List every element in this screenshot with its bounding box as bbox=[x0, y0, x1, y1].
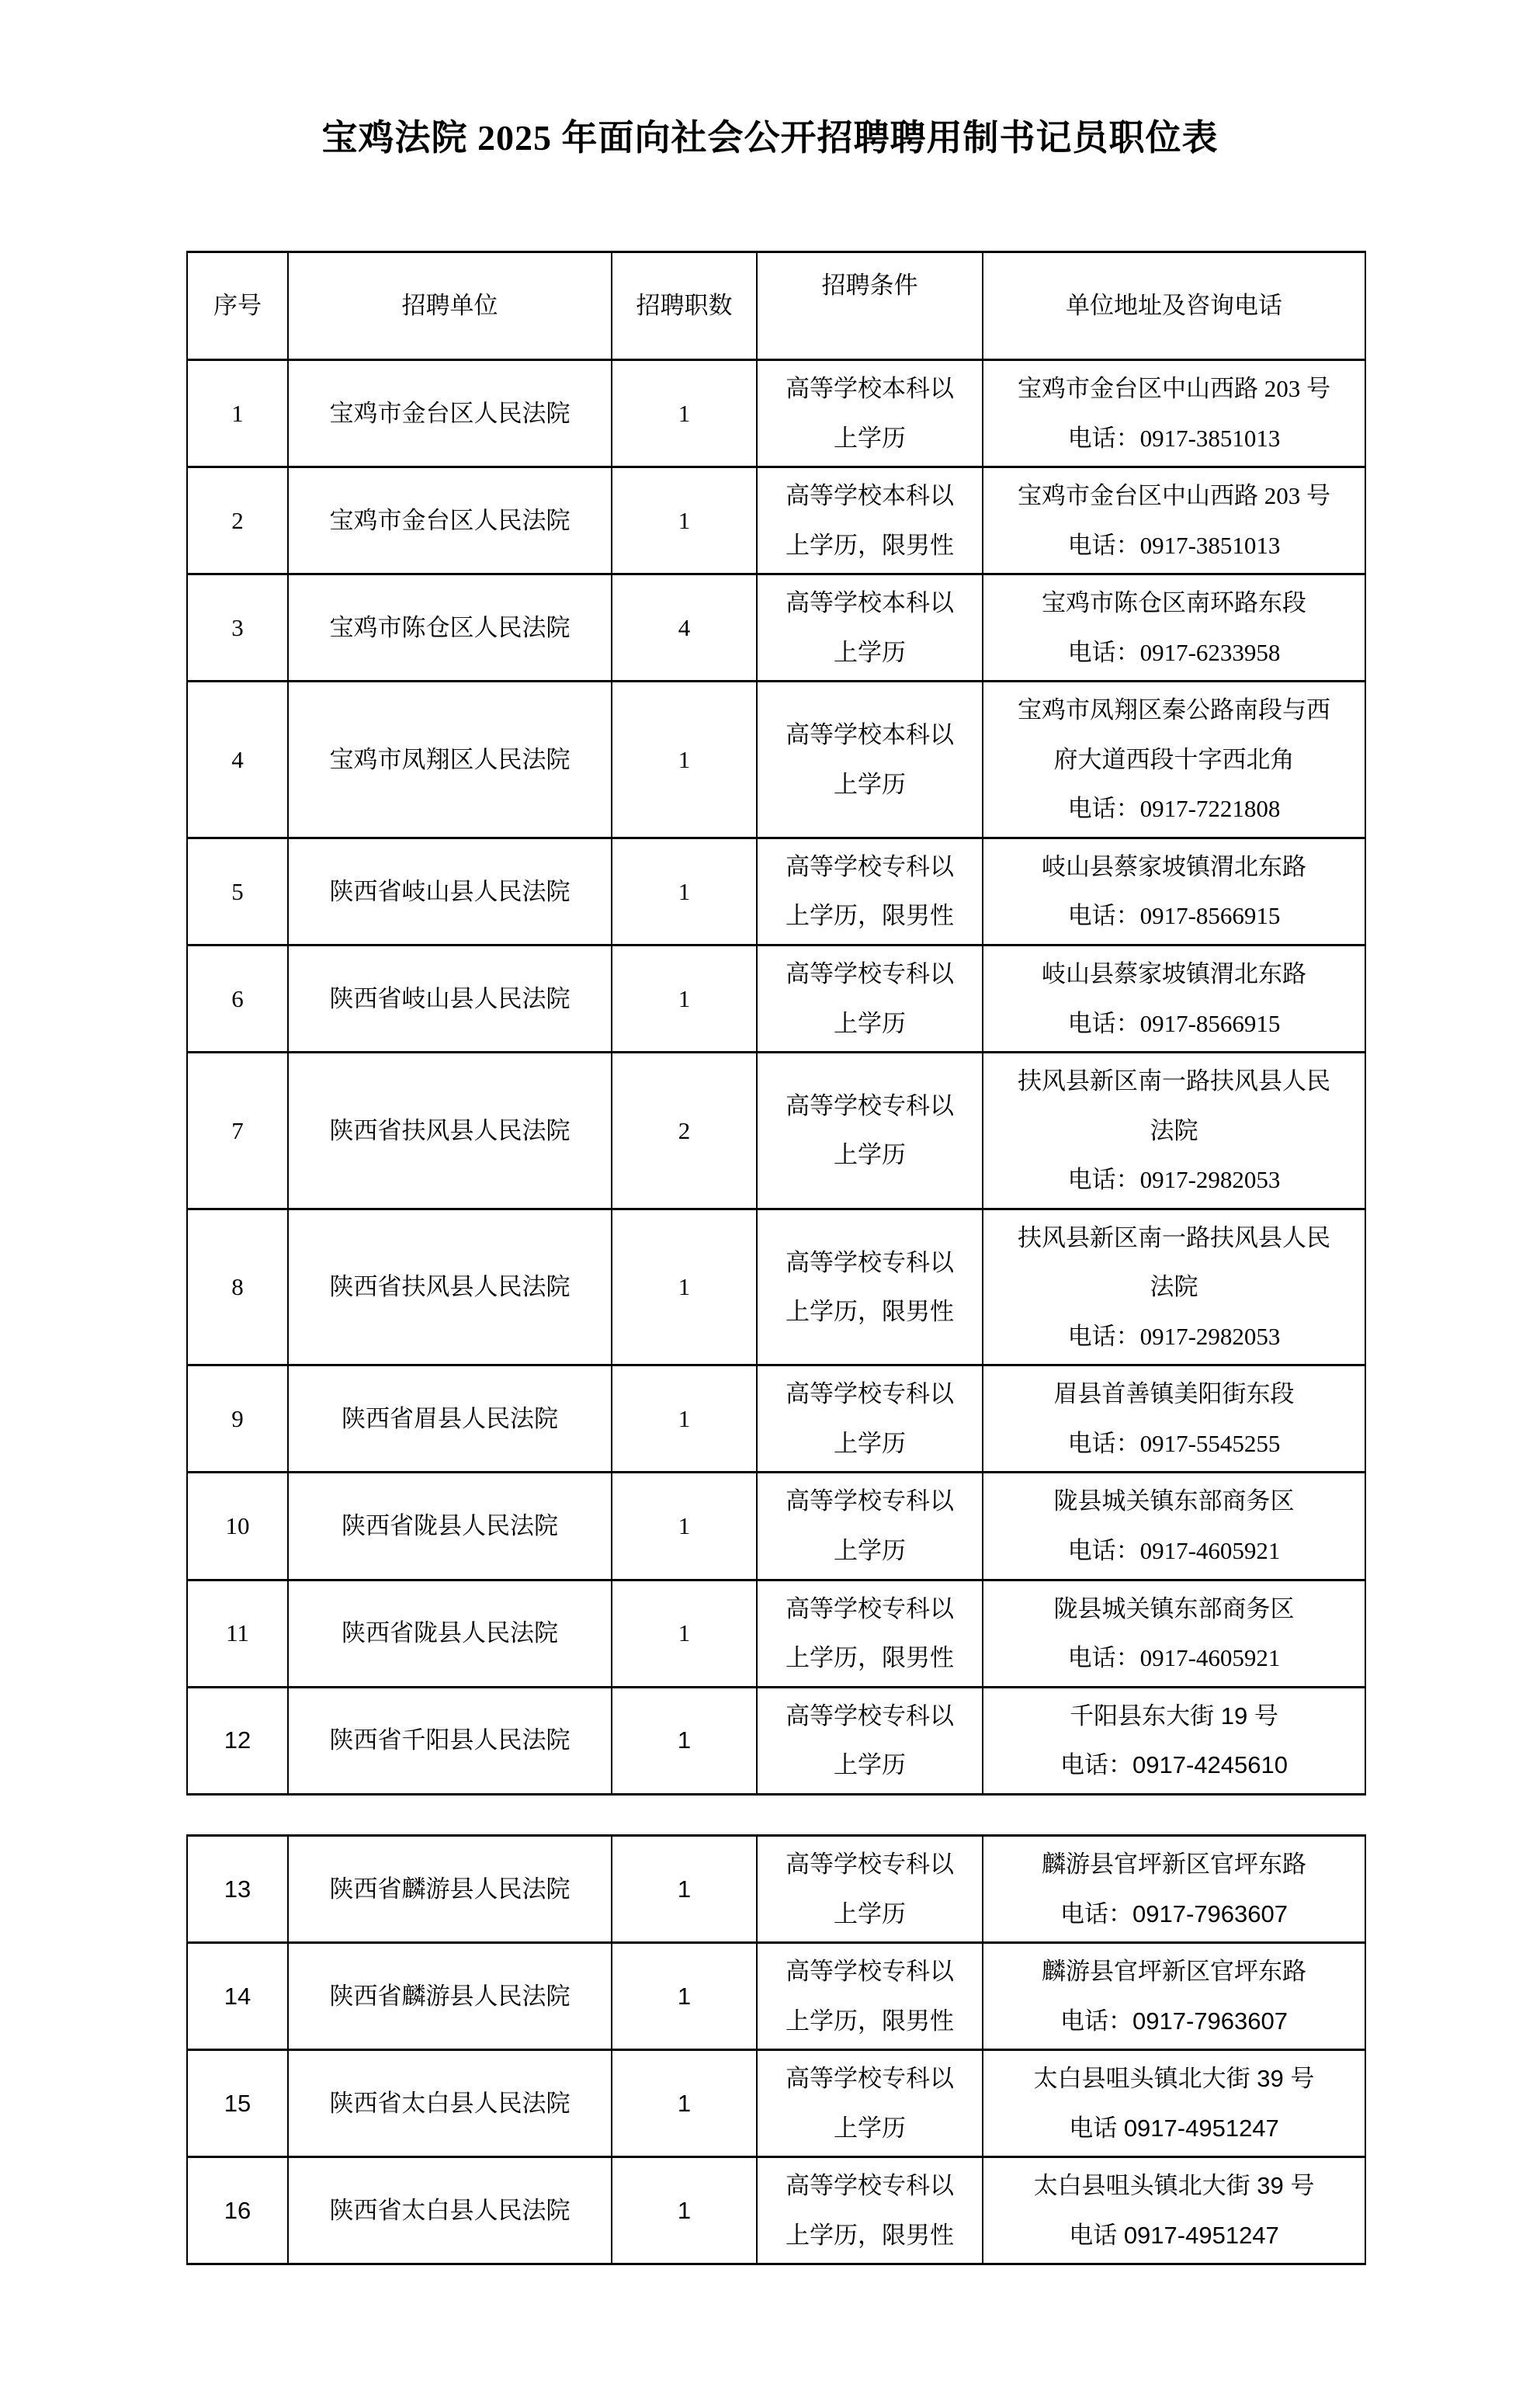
table-row bbox=[187, 945, 1365, 1053]
cell-position-count: 1 bbox=[612, 1209, 757, 1365]
column-header-unit: 招聘单位 bbox=[288, 252, 612, 360]
table-row bbox=[187, 682, 1365, 838]
phone-text: 电话 0917-4951247 bbox=[1069, 2114, 1279, 2142]
table-row bbox=[187, 1365, 1365, 1473]
cell-position-count: 1 bbox=[612, 1836, 757, 1943]
cell-position-count: 1 bbox=[612, 1365, 757, 1473]
cell-address-phone bbox=[983, 838, 1365, 945]
cell-row-number: 4 bbox=[187, 682, 288, 838]
table-row bbox=[187, 2157, 1365, 2264]
table-row bbox=[187, 467, 1365, 574]
table-row bbox=[187, 360, 1365, 467]
cell-position-count: 1 bbox=[612, 467, 757, 574]
cell-row-number: 5 bbox=[187, 838, 288, 945]
table-row bbox=[187, 1687, 1365, 1794]
cell-address-phone bbox=[983, 1687, 1365, 1794]
cell-position-count: 1 bbox=[612, 838, 757, 945]
cell-recruiting-unit: 陕西省麟游县人民法院 bbox=[288, 1836, 612, 1943]
cell-recruiting-unit: 宝鸡市金台区人民法院 bbox=[288, 360, 612, 467]
column-header-count: 招聘职数 bbox=[612, 252, 757, 360]
cell-position-count: 1 bbox=[612, 1580, 757, 1687]
phone-text: 电话：0917-5545255 bbox=[1067, 1429, 1281, 1457]
cell-position-count: 1 bbox=[612, 1473, 757, 1580]
cell-recruiting-unit: 陕西省扶风县人民法院 bbox=[288, 1053, 612, 1209]
cell-recruiting-unit: 宝鸡市金台区人民法院 bbox=[288, 467, 612, 574]
cell-row-number: 3 bbox=[187, 574, 288, 682]
address-text: 宝鸡市金台区中山西路 203 号 bbox=[1018, 375, 1330, 402]
cell-recruit-condition: 高等学校专科以上学历 bbox=[757, 2050, 983, 2157]
phone-text: 电话：0917-3851013 bbox=[1067, 531, 1281, 559]
phone-text: 电话：0917-7221808 bbox=[1067, 795, 1281, 823]
cell-recruiting-unit: 陕西省太白县人民法院 bbox=[288, 2050, 612, 2157]
cell-address-phone bbox=[983, 574, 1365, 682]
cell-recruiting-unit: 陕西省千阳县人民法院 bbox=[288, 1687, 612, 1794]
cell-row-number: 1 bbox=[187, 360, 288, 467]
cell-recruit-condition: 高等学校专科以上学历，限男性 bbox=[757, 1209, 983, 1365]
cell-row-number: 9 bbox=[187, 1365, 288, 1473]
table-row bbox=[187, 2050, 1365, 2157]
address-text: 太白县咀头镇北大街 39 号 bbox=[1033, 2172, 1315, 2200]
address-text: 宝鸡市凤翔区秦公路南段与西府大道西段十字西北角 bbox=[1018, 696, 1330, 773]
phone-text: 电话：0917-2982053 bbox=[1067, 1322, 1281, 1350]
cell-row-number: 10 bbox=[187, 1473, 288, 1580]
cell-recruit-condition: 高等学校本科以上学历 bbox=[757, 682, 983, 838]
cell-position-count: 2 bbox=[612, 1053, 757, 1209]
page-title: 宝鸡法院 2025 年面向社会公开招聘聘用制书记员职位表 bbox=[321, 118, 1219, 158]
cell-position-count: 1 bbox=[612, 945, 757, 1053]
phone-text: 电话：0917-8566915 bbox=[1067, 1009, 1281, 1037]
address-text: 千阳县东大街 19 号 bbox=[1070, 1702, 1278, 1730]
table-row bbox=[187, 1209, 1365, 1365]
cell-row-number: 16 bbox=[187, 2157, 288, 2264]
cell-row-number: 6 bbox=[187, 945, 288, 1053]
address-text: 陇县城关镇东部商务区 bbox=[1053, 1594, 1295, 1622]
cell-recruit-condition: 高等学校专科以上学历，限男性 bbox=[757, 1943, 983, 2050]
phone-text: 电话：0917-6233958 bbox=[1067, 638, 1281, 666]
column-header-no: 序号 bbox=[187, 252, 288, 360]
column-header-address: 单位地址及咨询电话 bbox=[983, 252, 1365, 360]
address-text: 扶风县新区南一路扶风县人民法院 bbox=[1018, 1067, 1330, 1144]
phone-text: 电话：0917-2982053 bbox=[1067, 1166, 1281, 1194]
address-text: 麟游县官坪新区官坪东路 bbox=[1042, 1958, 1306, 1986]
table-row bbox=[187, 1053, 1365, 1209]
column-header-condition bbox=[757, 252, 983, 360]
cell-position-count: 1 bbox=[612, 1687, 757, 1794]
cell-position-count: 1 bbox=[612, 2050, 757, 2157]
cell-address-phone bbox=[983, 1473, 1365, 1580]
address-text: 岐山县蔡家坡镇渭北东路 bbox=[1042, 960, 1306, 988]
table-row bbox=[187, 1580, 1365, 1687]
cell-address-phone bbox=[983, 360, 1365, 467]
address-text: 扶风县新区南一路扶风县人民法院 bbox=[1018, 1223, 1330, 1301]
cell-address-phone bbox=[983, 1053, 1365, 1209]
phone-text: 电话 0917-4951247 bbox=[1069, 2221, 1279, 2249]
cell-address-phone bbox=[983, 2157, 1365, 2264]
cell-recruiting-unit: 陕西省岐山县人民法院 bbox=[288, 945, 612, 1053]
cell-row-number: 7 bbox=[187, 1053, 288, 1209]
table-2-body bbox=[187, 1836, 1365, 2264]
cell-recruit-condition: 高等学校专科以上学历 bbox=[757, 1687, 983, 1794]
address-text: 宝鸡市陈仓区南环路东段 bbox=[1042, 589, 1306, 617]
cell-recruiting-unit: 陕西省太白县人民法院 bbox=[288, 2157, 612, 2264]
phone-text: 电话：0917-4605921 bbox=[1067, 1537, 1281, 1565]
positions-table-upper bbox=[186, 251, 1366, 1796]
cell-position-count: 1 bbox=[612, 1943, 757, 2050]
cell-recruit-condition: 高等学校专科以上学历 bbox=[757, 1473, 983, 1580]
cell-recruiting-unit: 陕西省陇县人民法院 bbox=[288, 1473, 612, 1580]
table-row bbox=[187, 574, 1365, 682]
cell-recruit-condition: 高等学校专科以上学历 bbox=[757, 1365, 983, 1473]
header-row bbox=[187, 252, 1365, 360]
phone-text: 电话：0917-4245610 bbox=[1060, 1751, 1288, 1779]
cell-address-phone bbox=[983, 1365, 1365, 1473]
cell-position-count: 1 bbox=[612, 2157, 757, 2264]
phone-text: 电话：0917-7963607 bbox=[1060, 1900, 1288, 1927]
phone-text: 电话：0917-3851013 bbox=[1067, 424, 1281, 452]
cell-address-phone bbox=[983, 1943, 1365, 2050]
table-row bbox=[187, 1836, 1365, 1943]
table-row bbox=[187, 1473, 1365, 1580]
cell-recruit-condition: 高等学校本科以上学历，限男性 bbox=[757, 467, 983, 574]
cell-recruiting-unit: 陕西省眉县人民法院 bbox=[288, 1365, 612, 1473]
table-header bbox=[187, 252, 1365, 360]
cell-recruit-condition: 高等学校专科以上学历 bbox=[757, 945, 983, 1053]
phone-text: 电话：0917-8566915 bbox=[1067, 902, 1281, 930]
cell-row-number: 12 bbox=[187, 1687, 288, 1794]
address-text: 宝鸡市金台区中山西路 203 号 bbox=[1018, 482, 1330, 510]
cell-position-count: 1 bbox=[612, 360, 757, 467]
cell-row-number: 13 bbox=[187, 1836, 288, 1943]
cell-address-phone bbox=[983, 1209, 1365, 1365]
cell-recruit-condition: 高等学校专科以上学历，限男性 bbox=[757, 1580, 983, 1687]
address-text: 岐山县蔡家坡镇渭北东路 bbox=[1042, 852, 1306, 880]
table-1-body bbox=[187, 360, 1365, 1795]
phone-text: 电话：0917-4605921 bbox=[1067, 1644, 1281, 1672]
phone-text: 电话：0917-7963607 bbox=[1060, 2007, 1288, 2035]
cell-recruit-condition: 高等学校专科以上学历 bbox=[757, 1053, 983, 1209]
cell-position-count: 4 bbox=[612, 574, 757, 682]
cell-address-phone bbox=[983, 682, 1365, 838]
cell-address-phone bbox=[983, 1580, 1365, 1687]
cell-address-phone bbox=[983, 1836, 1365, 1943]
cell-recruiting-unit: 宝鸡市陈仓区人民法院 bbox=[288, 574, 612, 682]
cell-position-count: 1 bbox=[612, 682, 757, 838]
cell-recruit-condition: 高等学校专科以上学历 bbox=[757, 1836, 983, 1943]
address-text: 麟游县官坪新区官坪东路 bbox=[1042, 1851, 1306, 1878]
cell-row-number: 2 bbox=[187, 467, 288, 574]
cell-address-phone bbox=[983, 467, 1365, 574]
cell-row-number: 14 bbox=[187, 1943, 288, 2050]
positions-table-lower bbox=[186, 1834, 1366, 2265]
cell-row-number: 11 bbox=[187, 1580, 288, 1687]
cell-recruiting-unit: 陕西省扶风县人民法院 bbox=[288, 1209, 612, 1365]
cell-recruit-condition: 高等学校专科以上学历，限男性 bbox=[757, 2157, 983, 2264]
cell-row-number: 15 bbox=[187, 2050, 288, 2157]
column-header-condition-label: 招聘条件 bbox=[821, 272, 918, 300]
address-text: 陇县城关镇东部商务区 bbox=[1053, 1487, 1295, 1515]
address-text: 眉县首善镇美阳街东段 bbox=[1053, 1380, 1295, 1408]
table-row bbox=[187, 838, 1365, 945]
cell-address-phone bbox=[983, 945, 1365, 1053]
cell-recruiting-unit: 陕西省麟游县人民法院 bbox=[288, 1943, 612, 2050]
address-text: 太白县咀头镇北大街 39 号 bbox=[1033, 2065, 1315, 2093]
table-row bbox=[187, 1943, 1365, 2050]
cell-recruit-condition: 高等学校本科以上学历 bbox=[757, 574, 983, 682]
cell-recruiting-unit: 陕西省陇县人民法院 bbox=[288, 1580, 612, 1687]
cell-recruit-condition: 高等学校本科以上学历 bbox=[757, 360, 983, 467]
cell-recruiting-unit: 陕西省岐山县人民法院 bbox=[288, 838, 612, 945]
cell-recruiting-unit: 宝鸡市凤翔区人民法院 bbox=[288, 682, 612, 838]
cell-row-number: 8 bbox=[187, 1209, 288, 1365]
cell-address-phone bbox=[983, 2050, 1365, 2157]
cell-recruit-condition: 高等学校专科以上学历，限男性 bbox=[757, 838, 983, 945]
